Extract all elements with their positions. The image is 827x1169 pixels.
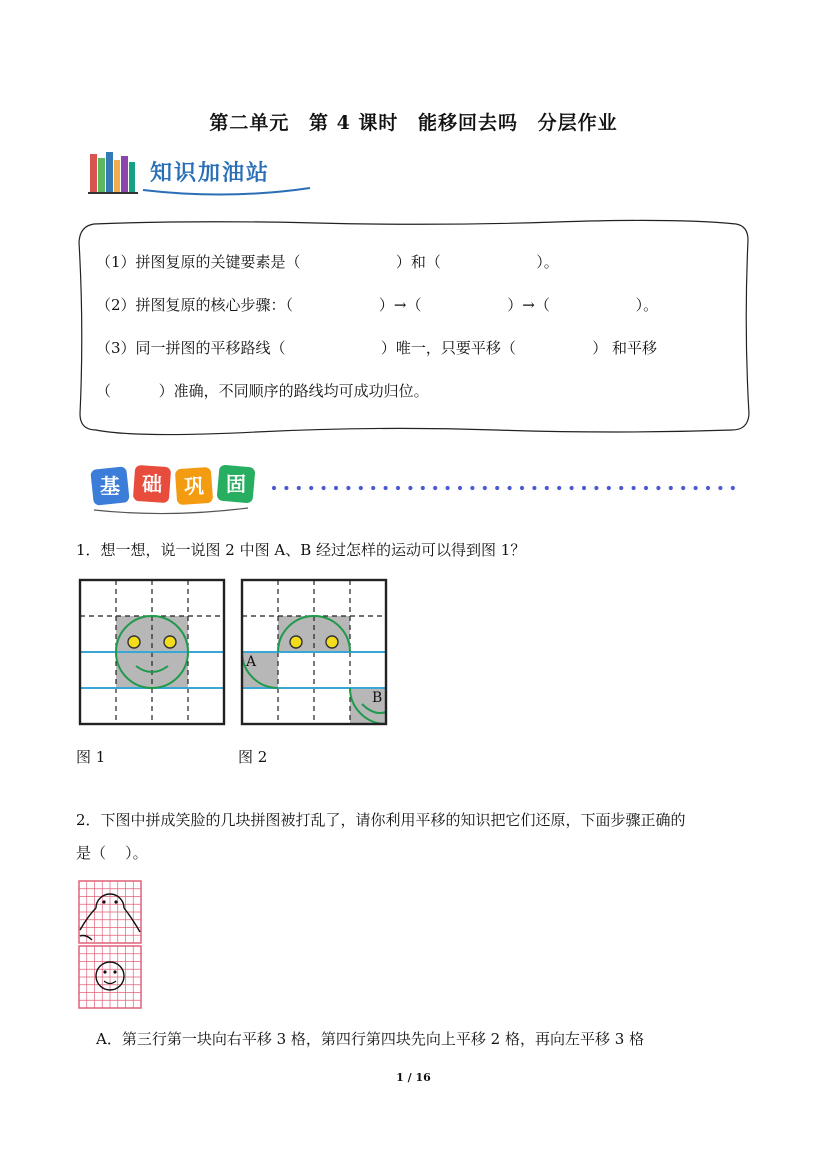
divider-dot <box>433 486 437 490</box>
divider-dot <box>421 486 425 490</box>
question-1-text: 1．想一想，说一说图 2 中图 A、B 经过怎样的运动可以得到图 1？ <box>76 541 526 559</box>
divider-dot <box>594 486 598 490</box>
divider-dot <box>681 486 685 490</box>
knowledge-line-2: （2）拼图复原的核心步骤：（ ）→（ ）→（ ）。 <box>96 296 659 314</box>
divider-dot <box>334 486 338 490</box>
title-topic: 能移回去吗 <box>418 112 519 134</box>
title-unit: 第二单元 <box>209 112 290 134</box>
divider-dot <box>272 486 276 490</box>
divider-dot <box>607 486 611 490</box>
divider-dot <box>532 486 536 490</box>
divider-dot <box>297 486 301 490</box>
divider-dot <box>570 486 574 490</box>
divider-dot <box>458 486 462 490</box>
divider-dot <box>582 486 586 490</box>
basic-char-2: 础 <box>142 472 162 496</box>
divider-dot <box>669 486 673 490</box>
knowledge-line-1: （1）拼图复原的关键要素是（ ）和（ ）。 <box>96 253 559 271</box>
divider-dot <box>619 486 623 490</box>
divider-dot <box>396 486 400 490</box>
divider-dot <box>706 486 710 490</box>
divider-dot <box>731 486 735 490</box>
smiley-left-eye <box>128 636 140 648</box>
piece-b-label: B <box>372 690 383 706</box>
title-lesson: 第 4 课时 <box>308 112 399 134</box>
divider-dot <box>656 486 660 490</box>
basic-char-4: 固 <box>226 472 246 496</box>
smiley-right-eye <box>164 636 176 648</box>
question-2-text-line1: 2．下图中拼成笑脸的几块拼图被打乱了，请你利用平移的知识把它们还原，下面步骤正确的 <box>76 811 686 829</box>
divider-dot <box>322 486 326 490</box>
divider-dot <box>309 486 313 490</box>
knowledge-box-border <box>76 218 752 436</box>
basic-char-1: 基 <box>100 474 120 498</box>
divider-dot <box>384 486 388 490</box>
divider-dot <box>408 486 412 490</box>
divider-dot <box>284 486 288 490</box>
page-title <box>0 108 827 135</box>
divider-dot <box>508 486 512 490</box>
title-kind: 分层作业 <box>537 112 618 134</box>
dotted-divider <box>272 486 735 490</box>
knowledge-station-heading: 知识加油站 <box>150 161 271 186</box>
divider-dot <box>346 486 350 490</box>
divider-dot <box>694 486 698 490</box>
piece-a-label: A <box>246 654 257 670</box>
basic-char-3: 巩 <box>184 474 204 498</box>
divider-dot <box>483 486 487 490</box>
divider-dot <box>446 486 450 490</box>
divider-dot <box>495 486 499 490</box>
figure-2-caption: 图 2 <box>238 748 268 766</box>
divider-dot <box>545 486 549 490</box>
knowledge-line-3: （3）同一拼图的平移路线（ ）唯一，只要平移（ ） 和平移 <box>96 339 657 357</box>
divider-dot <box>470 486 474 490</box>
question-2-text-line2: 是（ ）。 <box>76 844 148 862</box>
figure-2 <box>240 578 388 726</box>
knowledge-line-4: （ ）准确，不同顺序的路线均可成功归位。 <box>96 382 429 400</box>
divider-dot <box>520 486 524 490</box>
divider-dot <box>359 486 363 490</box>
basic-section-banner <box>88 458 748 520</box>
figure-1 <box>78 578 226 726</box>
option-a: A．第三行第一块向右平移 3 格，第四行第四块先向上平移 2 格，再向左平移 3 格 <box>96 1030 645 1048</box>
figure-1-caption: 图 1 <box>76 748 106 766</box>
divider-dot <box>718 486 722 490</box>
divider-dot <box>632 486 636 490</box>
scrambled-puzzle <box>78 880 142 1010</box>
divider-dot <box>371 486 375 490</box>
divider-dot <box>644 486 648 490</box>
page-number: 1 / 16 <box>396 1071 431 1084</box>
divider-dot <box>557 486 561 490</box>
